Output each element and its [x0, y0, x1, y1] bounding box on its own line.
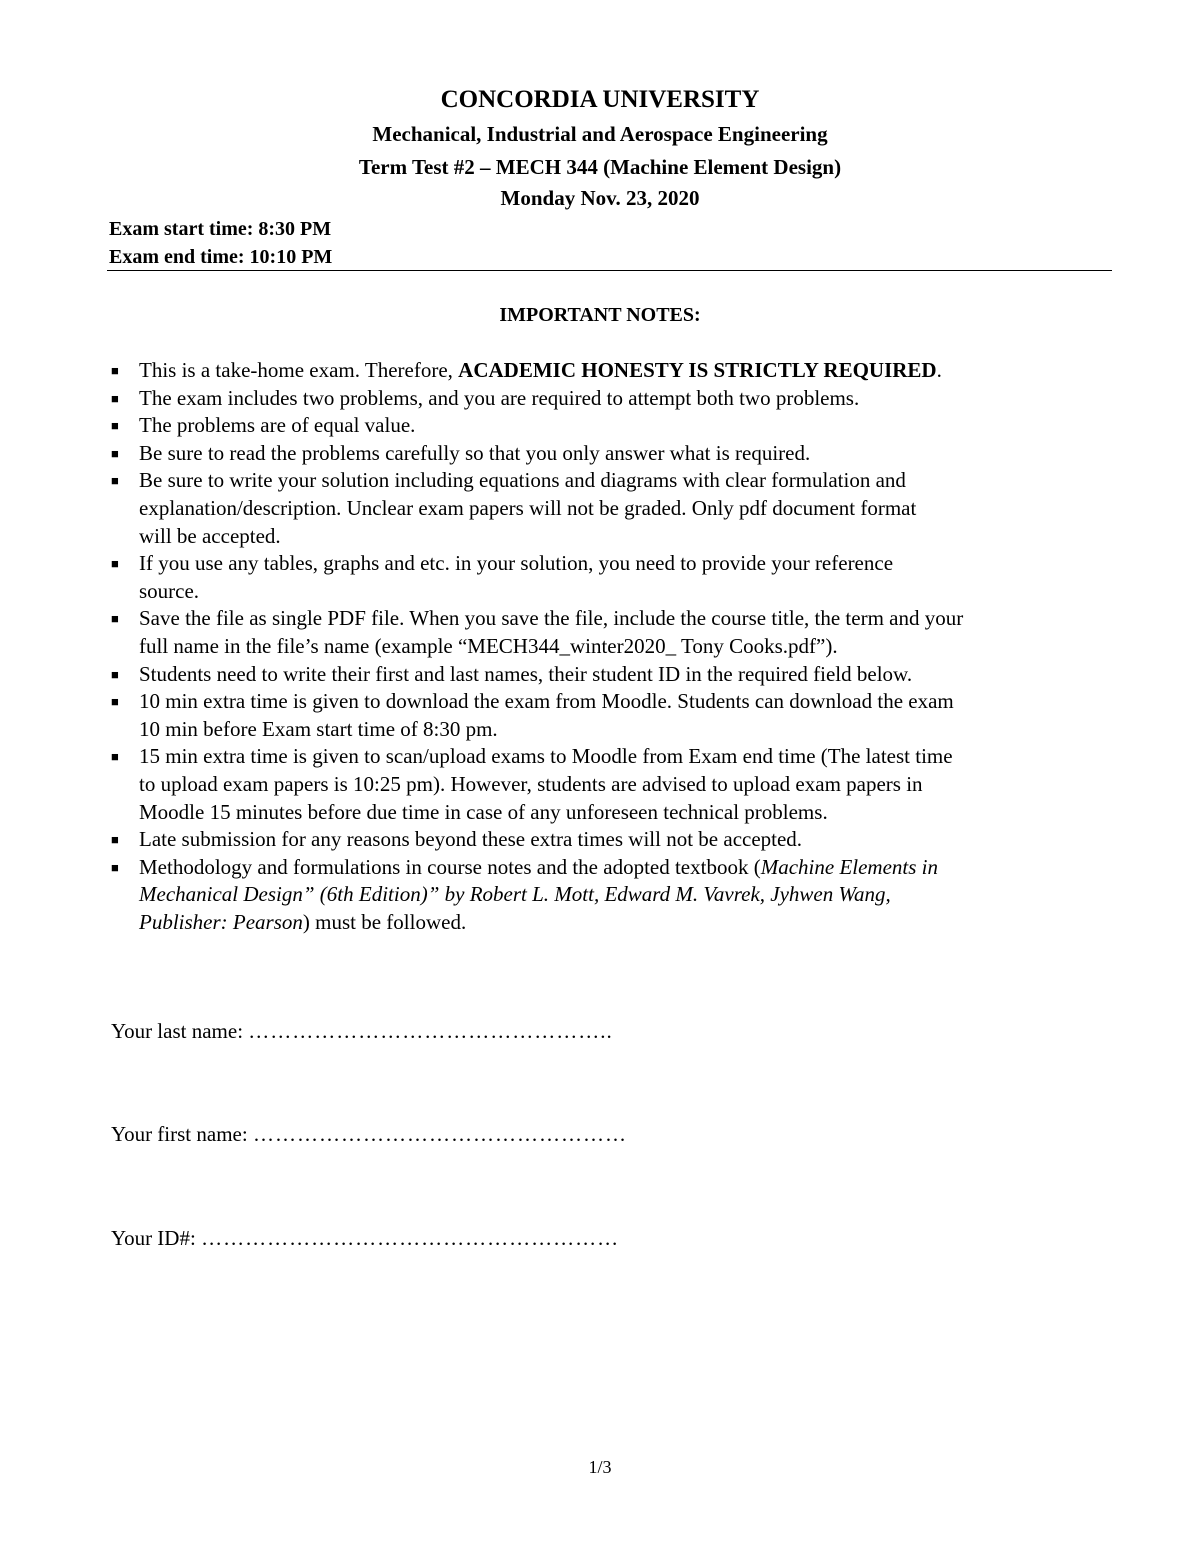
note-text: Be sure to read the problems carefully so that you only answer what is required.	[139, 440, 811, 465]
square-bullet-icon: ■	[111, 611, 119, 627]
note-text: ) must be followed.	[302, 909, 467, 934]
note-emphasis: ACADEMIC HONESTY IS STRICTLY REQUIRED	[458, 358, 937, 382]
note-item	[109, 605, 1109, 660]
note-text: Moodle 15 minutes before due time in case of any unforeseen technical problems.	[139, 799, 828, 824]
student-id-field[interactable]	[111, 1226, 619, 1251]
note-text: This is a take-home exam. Therefore,	[139, 358, 459, 382]
note-text: 15 min extra time is given to scan/upload exams to Moodle from Exam end time (The latest time	[139, 744, 953, 769]
textbook-title: Machine Elements in	[760, 854, 938, 879]
note-text: Methodology and formulations in course notes and the adopted textbook (	[139, 854, 761, 879]
note-text: The problems are of equal value.	[139, 413, 416, 438]
student-id-blank[interactable]: …………………………………………………	[201, 1226, 620, 1250]
note-text: Save the file as single PDF file. When you save the file, include the course title, the term and your	[139, 606, 964, 631]
test-title: Term Test #2 – MECH 344 (Machine Element Design)	[358, 155, 842, 179]
square-bullet-icon: ■	[111, 418, 119, 434]
last-name-field[interactable]	[111, 1019, 613, 1044]
note-text: explanation/description. Unclear exam papers will not be graded. Only pdf document format	[139, 495, 917, 520]
textbook-publisher: Publisher: Pearson	[139, 909, 303, 934]
square-bullet-icon: ■	[111, 832, 119, 848]
square-bullet-icon: ■	[111, 859, 119, 875]
square-bullet-icon: ■	[111, 749, 119, 765]
header-divider	[107, 270, 1112, 271]
note-item	[109, 743, 1109, 826]
note-item	[109, 550, 1109, 605]
exam-end-time: Exam end time: 10:10 PM	[109, 246, 333, 268]
square-bullet-icon: ■	[111, 445, 119, 461]
first-name-label: Your first name:	[111, 1122, 253, 1146]
exam-start-time: Exam start time: 8:30 PM	[109, 218, 332, 240]
note-item	[109, 661, 1109, 689]
note-item	[109, 357, 1109, 385]
first-name-blank[interactable]: ……………………………………………	[252, 1122, 627, 1146]
square-bullet-icon: ■	[111, 694, 119, 710]
note-item	[109, 412, 1109, 440]
square-bullet-icon: ■	[111, 666, 119, 682]
note-text: Be sure to write your solution including equations and diagrams with clear formulation and	[139, 468, 906, 493]
note-item	[109, 467, 1109, 550]
first-name-field[interactable]	[111, 1122, 627, 1147]
page-number: 1/3	[588, 1457, 612, 1477]
note-item	[109, 440, 1109, 468]
university-name: CONCORDIA UNIVERSITY	[440, 86, 760, 113]
note-item	[109, 826, 1109, 854]
note-text: If you use any tables, graphs and etc. in your solution, you need to provide your reference	[139, 551, 894, 576]
textbook-authors: Mechanical Design” (6th Edition)” by Robert L. Mott, Edward M. Vavrek, Jyhwen Wang,	[139, 882, 891, 907]
last-name-blank[interactable]: …………………………………………..	[248, 1019, 613, 1043]
student-id-label: Your ID#:	[111, 1226, 202, 1250]
note-item	[109, 854, 1109, 937]
department-name: Mechanical, Industrial and Aerospace Engineering	[372, 122, 828, 146]
note-text: will be accepted.	[139, 523, 281, 548]
notes-list	[109, 357, 1109, 936]
note-text: Late submission for any reasons beyond these extra times will not be accepted.	[139, 827, 803, 852]
last-name-label: Your last name:	[111, 1019, 249, 1043]
square-bullet-icon: ■	[111, 363, 119, 378]
note-text: 10 min extra time is given to download the exam from Moodle. Students can download the exam	[139, 689, 954, 714]
note-text: to upload exam papers is 10:25 pm). However, students are advised to upload exam papers in	[139, 771, 923, 796]
note-text: Students need to write their first and last names, their student ID in the required field below.	[139, 661, 913, 686]
note-item	[109, 385, 1109, 413]
note-text: .	[936, 358, 942, 382]
exam-date: Monday Nov. 23, 2020	[500, 186, 700, 210]
note-text: source.	[139, 578, 200, 603]
square-bullet-icon: ■	[111, 473, 119, 489]
note-text: The exam includes two problems, and you are required to attempt both two problems.	[139, 385, 860, 410]
note-item	[109, 688, 1109, 743]
square-bullet-icon: ■	[111, 390, 119, 406]
note-text: 10 min before Exam start time of 8:30 pm.	[139, 716, 498, 741]
note-text: full name in the file’s name (example “MECH344_winter2020_ Tony Cooks.pdf”).	[139, 633, 838, 658]
notes-heading: IMPORTANT NOTES:	[499, 304, 701, 326]
square-bullet-icon: ■	[111, 556, 119, 572]
